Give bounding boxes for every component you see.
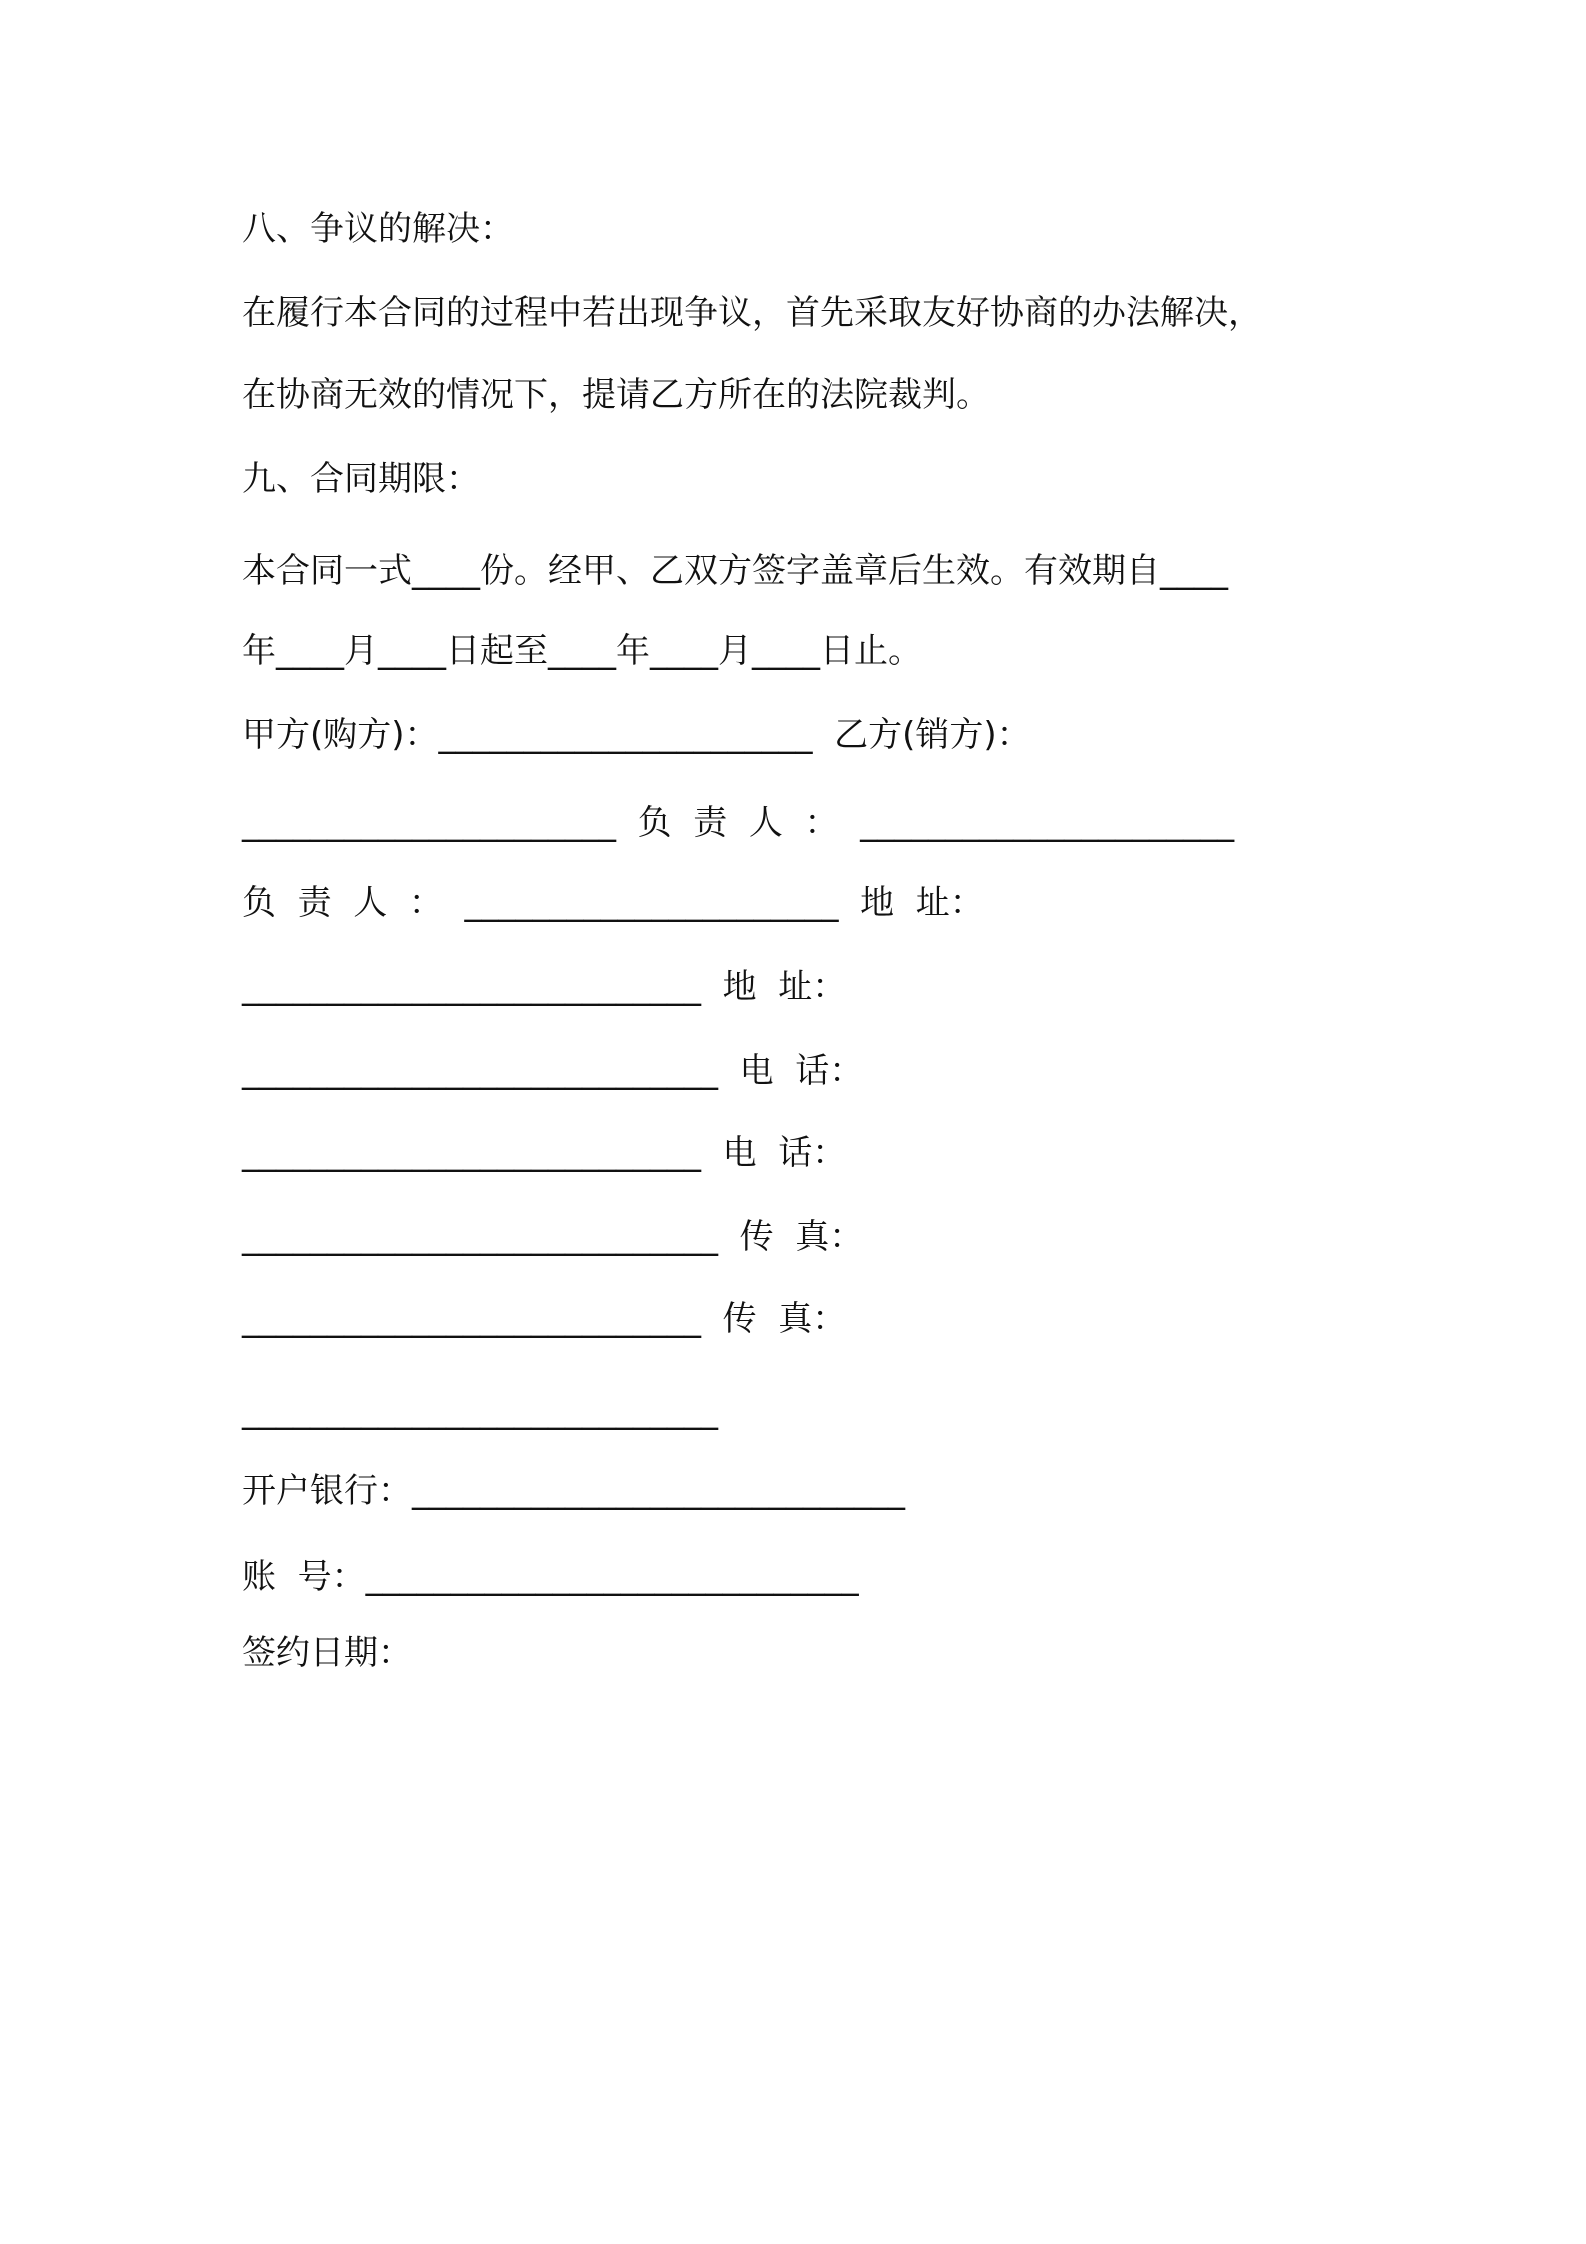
signing-date-line: 签约日期： bbox=[242, 1633, 412, 1673]
fax-line-2: ___________________________ 传 真： bbox=[242, 1299, 847, 1339]
dispute-clause-line-2: 在协商无效的情况下，提请乙方所在的法院裁判。 bbox=[242, 375, 990, 415]
phone-line-1: ____________________________ 电 话： bbox=[242, 1051, 864, 1091]
bank-line: 开户银行：_____________________________ bbox=[242, 1471, 905, 1511]
account-number-line: 账 号：_____________________________ bbox=[242, 1557, 859, 1597]
fax-line-1: ____________________________ 传 真： bbox=[242, 1217, 864, 1257]
blank-line: ____________________________ bbox=[242, 1391, 718, 1431]
section-9-heading: 九、合同期限： bbox=[242, 459, 480, 499]
term-clause-line-1: 本合同一式____份。经甲、乙双方签字盖章后生效。有效期自____ bbox=[242, 551, 1228, 591]
dispute-clause-line-1: 在履行本合同的过程中若出现争议，首先采取友好协商的办法解决， bbox=[242, 293, 1262, 333]
section-8-heading: 八、争议的解决： bbox=[242, 209, 514, 249]
responsible-person-line-1: ______________________ 负 责 人 ： ______________________ bbox=[242, 803, 1235, 843]
party-a-buyer-line: 甲方(购方)：______________________ 乙方(销方)： bbox=[242, 715, 1031, 755]
phone-line-2: ___________________________ 电 话： bbox=[242, 1133, 847, 1173]
term-clause-line-2: 年____月____日起至____年____月____日止。 bbox=[242, 631, 922, 671]
responsible-person-line-2: 负 责 人 ： ______________________ 地 址： bbox=[242, 883, 984, 923]
address-line-1: ___________________________ 地 址： bbox=[242, 967, 847, 1007]
